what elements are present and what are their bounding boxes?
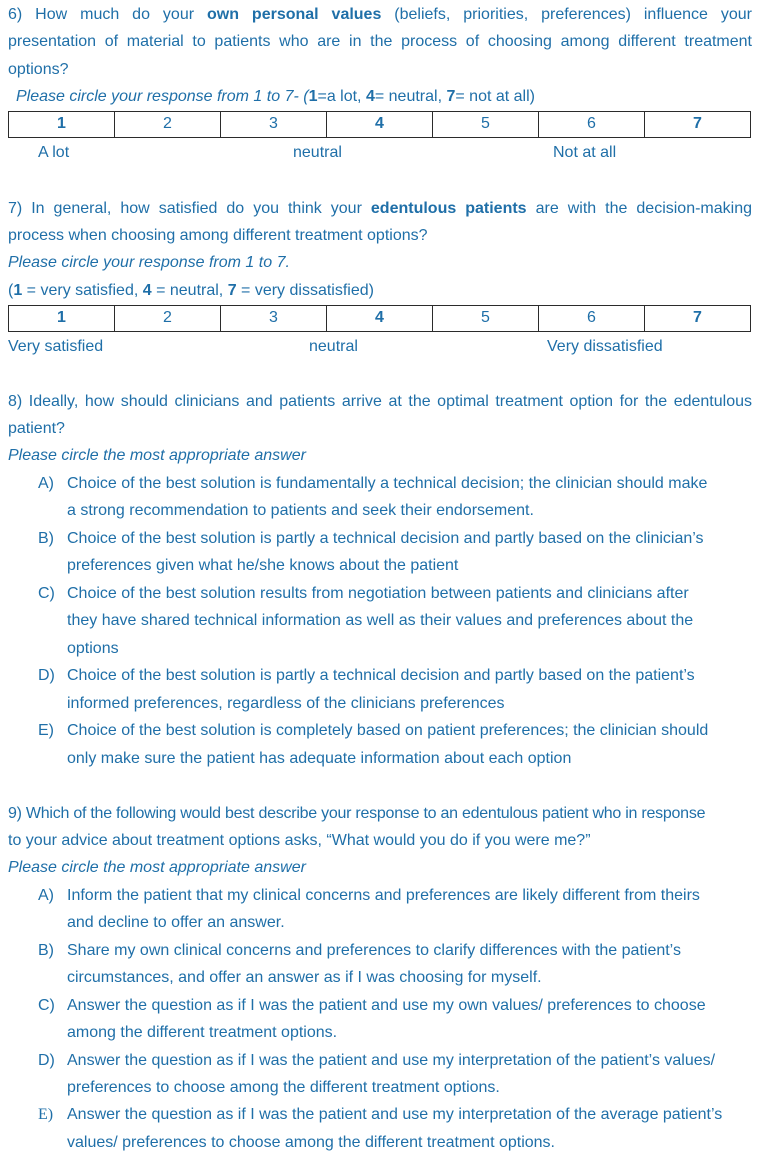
q6-line-3: options? xyxy=(8,61,69,78)
q8-option-text: Choice of the best solution is partly a technical decision and partly based on the patient’s xyxy=(67,667,695,684)
q8-option-letter: C) xyxy=(38,585,55,602)
q7-label-right: Very dissatisfied xyxy=(547,338,663,355)
q6-line-1: 6) How much do your own personal values (beliefs, priorities, preferences) influence your xyxy=(8,6,752,23)
q8-option-letter: B) xyxy=(38,530,54,547)
q6-scale-option-1[interactable]: 1 xyxy=(9,112,115,137)
q6-label-right: Not at all xyxy=(553,144,617,161)
q8-option-text: a strong recommendation to patients and seek their endorsement. xyxy=(67,502,534,519)
q7-instruction-2: (1 = very satisfied, 4 = neutral, 7 = very dissatisfied) xyxy=(8,282,374,299)
q8-instruction: Please circle the most appropriate answer xyxy=(8,447,306,464)
q7-line-1: 7) In general, how satisfied do you think your edentulous patients are with the decision-making xyxy=(8,200,753,217)
q6-scale-option-7[interactable]: 7 xyxy=(693,115,702,132)
q9-option-letter: A) xyxy=(38,887,54,904)
q6-instruction: Please circle your response from 1 to 7- (1=a lot, 4= neutral, 7= not at all) xyxy=(16,88,535,105)
q7-scale-option-7[interactable]: 7 xyxy=(693,309,702,326)
q8-option-letter: E) xyxy=(38,722,54,739)
q6-label-left: A lot xyxy=(38,144,70,161)
q8-option-text: Choice of the best solution is fundamentally a technical decision; the clinician should make xyxy=(67,475,708,492)
q6-scale-option-6[interactable]: 6 xyxy=(539,112,645,137)
q9-option-letter: D) xyxy=(38,1052,55,1069)
q7-label-middle: neutral xyxy=(309,338,358,355)
q9-option-text: Answer the question as if I was the patient and use my interpretation of the patient’s values/ xyxy=(67,1052,716,1069)
q9-option-text: and decline to offer an answer. xyxy=(67,914,285,931)
q9-option-letter: E) xyxy=(38,1106,54,1123)
q9-line-1: 9) Which of the following would best describe your response to an edentulous patient who in response xyxy=(8,805,706,822)
q6-scale-option-2[interactable]: 2 xyxy=(115,112,221,137)
q6-rating-scale xyxy=(8,111,751,138)
q8-option-text: Choice of the best solution is completely based on patient preferences; the clinician should xyxy=(67,722,709,739)
q6-label-middle: neutral xyxy=(293,144,342,161)
q9-instruction: Please circle the most appropriate answer xyxy=(8,859,306,876)
q9-option-text: values/ preferences to choose among the different treatment options. xyxy=(67,1134,555,1151)
q8-option-letter: D) xyxy=(38,667,55,684)
q9-option-text: Share my own clinical concerns and preferences to clarify differences with the patient’s xyxy=(67,942,681,959)
q7-instruction-1: Please circle your response from 1 to 7. xyxy=(8,254,290,271)
q8-option-text: only make sure the patient has adequate information about each option xyxy=(67,750,572,767)
q6-line-2: presentation of material to patients who are in the process of choosing among different treatment xyxy=(8,33,752,50)
q8-option-text: informed preferences, regardless of the clinicians preferences xyxy=(67,695,505,712)
q9-option-text: Inform the patient that my clinical concerns and preferences are likely different from theirs xyxy=(67,887,700,904)
q6-scale-option-4[interactable]: 4 xyxy=(327,112,433,137)
q8-option-text: preferences given what he/she knows about the patient xyxy=(67,557,459,574)
q7-scale-option-5[interactable]: 5 xyxy=(433,306,539,331)
q6-scale-option-5[interactable]: 5 xyxy=(433,112,539,137)
q9-option-text: among the different treatment options. xyxy=(67,1024,338,1041)
q7-scale-option-1[interactable]: 1 xyxy=(9,306,115,331)
q7-scale-option-6[interactable]: 6 xyxy=(539,306,645,331)
q9-option-text: Answer the question as if I was the patient and use my own values/ preferences to choose xyxy=(67,997,706,1014)
q8-option-text: Choice of the best solution is partly a technical decision and partly based on the clinician’s xyxy=(67,530,704,547)
q8-option-text: Choice of the best solution results from negotiation between patients and clinicians after xyxy=(67,585,689,602)
q7-rating-scale xyxy=(8,305,751,332)
q9-option-text: circumstances, and offer an answer as if I was choosing for myself. xyxy=(67,969,542,986)
q7-scale-option-4[interactable]: 4 xyxy=(327,306,433,331)
q8-line-1: 8) Ideally, how should clinicians and patients arrive at the optimal treatment option for the edentulous xyxy=(8,393,752,410)
q7-line-2: process when choosing among different treatment options? xyxy=(8,227,428,244)
q9-line-2: to your advice about treatment options asks, “What would you do if you were me?” xyxy=(8,832,591,849)
q9-option-letter: C) xyxy=(38,997,55,1014)
q7-scale-option-2[interactable]: 2 xyxy=(115,306,221,331)
q8-option-text: they have shared technical information as well as their values and preferences about the xyxy=(67,612,694,629)
q9-option-letter: B) xyxy=(38,942,54,959)
q8-line-2: patient? xyxy=(8,420,65,437)
q7-label-left: Very satisfied xyxy=(8,338,104,355)
q6-scale-option-3[interactable]: 3 xyxy=(221,112,327,137)
q9-option-text: preferences to choose among the different treatment options. xyxy=(67,1079,500,1096)
q8-option-text: options xyxy=(67,640,119,657)
q9-option-text: Answer the question as if I was the patient and use my interpretation of the average patient’s xyxy=(67,1106,723,1123)
q7-scale-option-3[interactable]: 3 xyxy=(221,306,327,331)
q8-option-letter: A) xyxy=(38,475,54,492)
